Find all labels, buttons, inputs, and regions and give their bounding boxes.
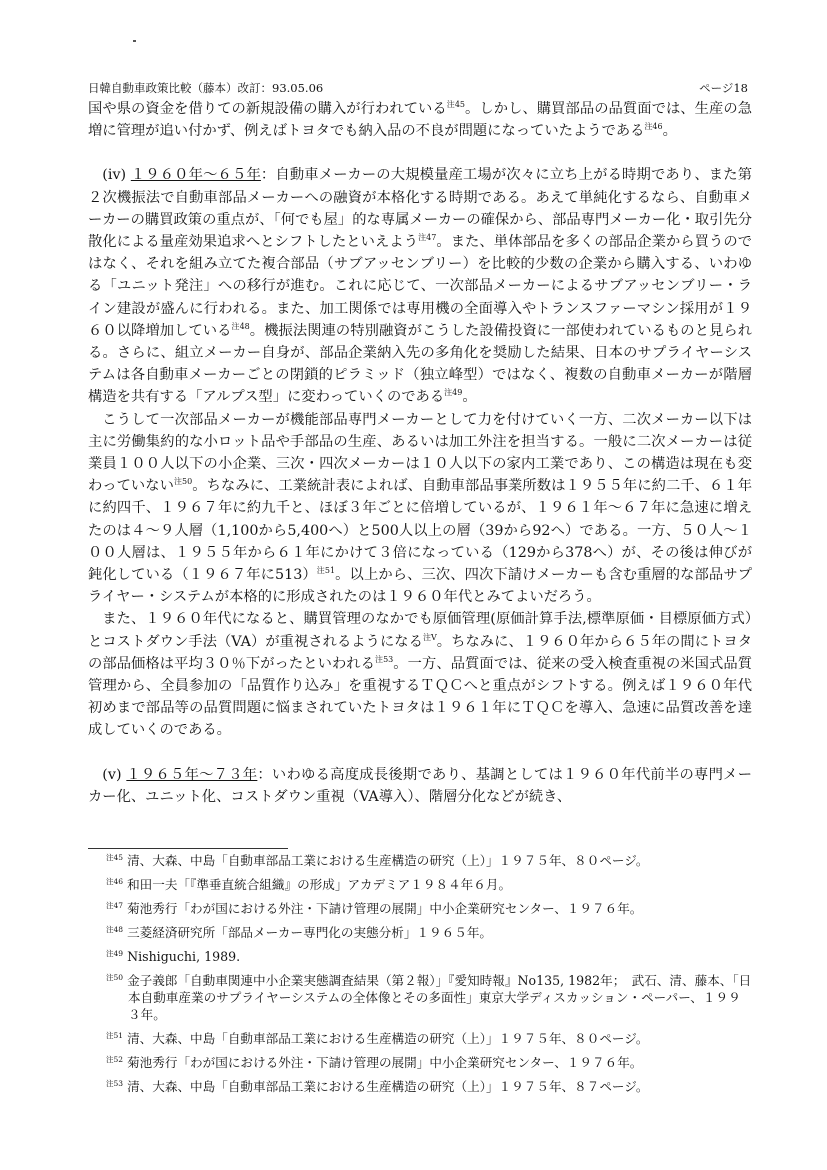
page-number: ページ18 — [699, 81, 748, 95]
footnote-ref: 注53 — [375, 655, 394, 665]
footnote-mark: 注45 — [106, 852, 124, 862]
footnote-text: 清、大森、中島「自動車部品工業における生産構造の研究（上）」１９７５年、８７ページ。 — [127, 1079, 649, 1094]
footnote-ref: 注51 — [316, 566, 336, 576]
footnote — [106, 1030, 752, 1047]
footnote — [106, 972, 752, 1023]
text-run: (v) — [102, 766, 127, 783]
page-header — [88, 80, 748, 96]
footnote-text: Nishiguchi, 1989. — [127, 949, 241, 964]
text-run: 。一方、品質面では、従来の受入検査重視の米国式品質管理から、全員参加の「品質作り込み」を重視するＴＱＣへと重点がシフトする。例えば１９６０年代初めまで部品等の品質問題に悩まされていたトヨタは１９６１年にＴＱＣを導入、急速に品質改善を達成していくのである。 — [88, 655, 753, 739]
footnote-ref: 注47 — [418, 233, 437, 243]
footnote-mark: 注51 — [106, 1030, 124, 1040]
footnote-ref: 注48 — [231, 322, 250, 332]
text-run: ：いわゆる高度成長後期であり、基調としては１９６０年代前半の専門メーカー化、ユニット化、コストダウン重視（VA導入）、階層分化などが続き、 — [88, 766, 753, 805]
scan-speck — [133, 40, 136, 42]
paragraph — [88, 164, 752, 408]
footnote-mark: 注52 — [106, 1054, 124, 1064]
footnote-text: 和田一夫「『準垂直統合組織』の形成」アカデミア１９８４年６月。 — [127, 877, 512, 892]
paragraph — [88, 608, 752, 741]
footnote-text: 菊池秀行「わが国における外注・下請け管理の展開」中小企業研究センター、１９７６年。 — [127, 901, 643, 916]
text-run: ：自動車メーカーの大規模量産工場が次々に立ち上がる時期であり、また第２次機振法で自動車部品メーカーへの融資が本格化する時期である。あえて単純化するなら、自動車メーカーの購買政策の重点が、「何でも屋」的な専属メーカーの確保から、部品専門メーカー化・取引先分散化による量産効果追求へとシフトしたといえよう — [88, 167, 752, 251]
text-run: 。以上から、三次、四次下請けメーカーも含む重層的な部品サプライヤー・システムが本格的に形成されたのは１９６０年代とみてよいだろう。 — [88, 567, 752, 606]
section-period: １９６５年～７３年 — [126, 766, 258, 783]
paragraph — [88, 98, 752, 142]
footnote-ref: 注50 — [173, 477, 193, 487]
body-text — [88, 98, 752, 808]
footnote-rule — [88, 848, 288, 849]
footnote — [106, 876, 752, 893]
footnote-ref: 注V — [422, 632, 437, 642]
footnote — [106, 900, 752, 917]
footnote-text: 金子義郎「自動車関連中小企業実態調査結果（第２報）」『愛知時報』No135, 1982年； 武石、清、藤本、「日本自動車産業のサプライヤーシステムの全体像とその多面性」東京大学ディスカッション・ペーパー、１９９３年。 — [127, 973, 752, 1022]
footnote — [106, 852, 752, 869]
text-run: また、１９６０年代になると、購買管理のなかでも原価管理(原価計算手法,標準原価・目標原価方式）とコストダウン手法（VA）が重視されるようになる — [88, 611, 752, 650]
footnote — [106, 1054, 752, 1071]
footnote-mark: 注50 — [106, 972, 124, 982]
text-run: 国や県の資金を借りての新規設備の購入が行われている — [88, 101, 447, 117]
footnote-text: 菊池秀行「わが国における外注・下請け管理の展開」中小企業研究センター、１９７６年。 — [127, 1055, 643, 1070]
text-run: 。 — [462, 389, 477, 406]
footnote-text: 三菱経済研究所「部品メーカー専門化の実態分析」１９６５年。 — [127, 925, 493, 940]
footnote-ref: 注46 — [644, 122, 663, 132]
footnote — [106, 924, 752, 941]
text-run: (iv) — [102, 167, 131, 184]
text-run: 。機振法関連の特別融資がこうした設備投資に一部使われているものと見られる。さらに、組立メーカー自身が、部品企業納入先の多角化を奨励した結果、日本のサプライヤーシステムは各自動車メーカーごとの閉鎖的ピラミッド（独立峰型）ではなく、複数の自動車メーカーが階層構造を共有する「アルプス型」に変わっていくのである — [88, 322, 753, 406]
paragraph — [88, 764, 752, 808]
footnote-ref: 注49 — [444, 388, 463, 398]
footnote-mark: 注48 — [106, 924, 124, 934]
footnote-mark: 注53 — [106, 1078, 124, 1088]
header-title: 日韓自動車政策比較（藤本）改訂：93.05.06 — [88, 81, 324, 95]
section-period: １９６０年～６５年 — [130, 167, 261, 184]
footnote-mark: 注49 — [106, 948, 124, 958]
footnote-text: 清、大森、中島「自動車部品工業における生産構造の研究（上）」１９７５年、８０ページ。 — [127, 853, 649, 868]
paragraph — [88, 409, 752, 609]
text-run: 。しかし、購買部品の品質面では、生産の急増に管理が追い付かず、例えばトヨタでも納入品の不良が問題になっていたようである — [88, 101, 753, 140]
footnote — [106, 948, 752, 965]
text-run: こうして一次部品メーカーが機能部品専門メーカーとして力を付けていく一方、二次メーカー以下は主に労働集約的な小ロット品や手部品の生産、あるいは加工外注を担当する。一般に二次メーカーは従業員１００人以下の小企業、三次・四次メーカーは１０人以下の家内工業であり、この構造は現在も変わっていない — [88, 411, 752, 495]
footnote-mark: 注46 — [106, 876, 124, 886]
text-run: 。 — [662, 123, 677, 140]
footnote-text: 清、大森、中島「自動車部品工業における生産構造の研究（上）」１９７５年、８０ページ。 — [127, 1031, 649, 1046]
text-run: 。ちなみに、１９６０年から６５年の間にトヨタの部品価格は平均３０％下がったといわれる — [88, 633, 752, 672]
footnote-mark: 注47 — [106, 900, 124, 910]
footnotes — [106, 852, 752, 1102]
footnote — [106, 1078, 752, 1095]
text-run: 。ちなみに、工業統計表によれば、自動車部品事業所数は１９５５年に約二千、６１年に約四千、１９６７年に約九千と、ほぼ３年ごとに倍増しているが、１９６１年～６７年に急速に増えたのは４～９人層（1,100から5,400へ）と500人以上の層（39から92へ）である。一方、５０人～１００人層は、１９５５年から６１年にかけて３倍になっている（129から378へ）が、その後は伸びが鈍化している（１９６７年に513） — [88, 478, 753, 584]
footnote-ref: 注45 — [446, 100, 465, 110]
text-run: 。また、単体部品を多くの部品企業から買うのではなく、それを組み立てた複合部品（サブアッセンブリー）を比較的少数の企業から購入する、いわゆる「ユニット発注」への移行が進む。これに応じて、一次部品メーカーによるサブアッセンブリー・ライン建設が盛んに行われる。また、加工関係では専用機の全面導入やトランスファーマシン採用が１９６０以降増加している — [88, 234, 752, 339]
